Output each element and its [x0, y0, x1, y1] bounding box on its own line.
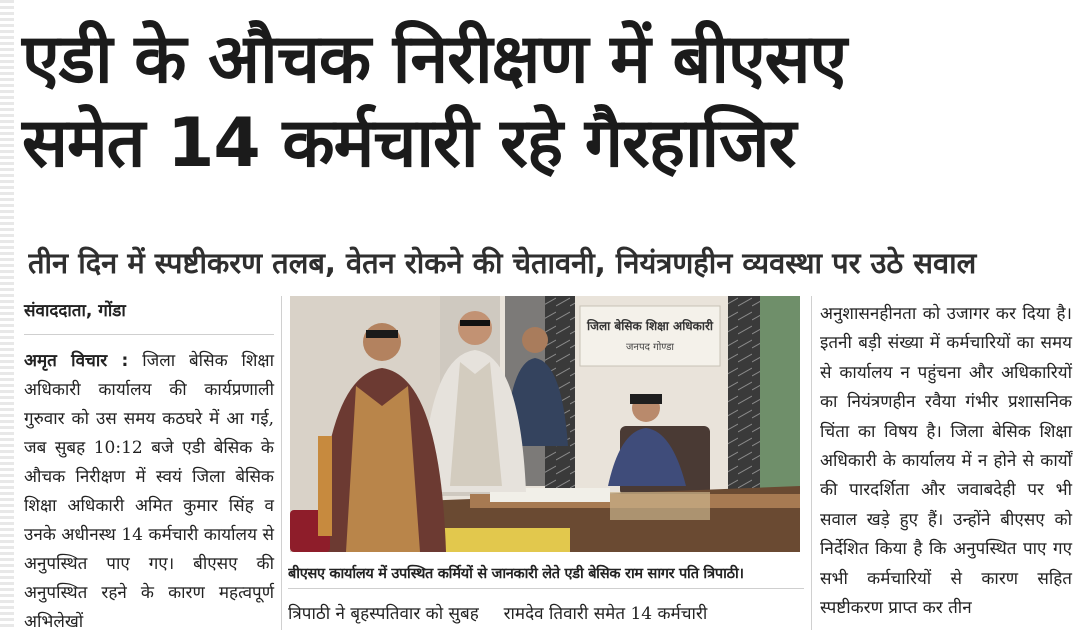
- news-photo: [290, 296, 800, 552]
- office-sign-line-1: जिला बेसिक शिक्षा अधिकारी: [586, 319, 714, 333]
- column-divider-left: [281, 296, 282, 630]
- photo-caption: बीएसए कार्यालय में उपस्थित कर्मियों से जानकारी लेते एडी बेसिक राम सागर पति त्रिपाठी।: [288, 560, 804, 589]
- headline: [22, 18, 1072, 186]
- middle-column-line-a: त्रिपाठी ने बृहस्पतिवार को सुबह: [288, 604, 479, 624]
- subheadline: तीन दिन में स्पष्टीकरण तलब, वेतन रोकने की चेतावनी, नियंत्रणहीन व्यवस्था पर उठे सवाल: [28, 246, 977, 280]
- office-sign-line-2: जनपद गोण्डा: [625, 342, 675, 353]
- dateline-lead: अमृत विचार :: [24, 351, 129, 371]
- headline-line-2: समेत 14 कर्मचारी रहे गैरहाजिर: [22, 104, 796, 183]
- middle-column-text: [288, 600, 806, 628]
- middle-column-line-b: रामदेव तिवारी समेत 14 कर्मचारी: [503, 604, 708, 624]
- left-column-body: जिला बेसिक शिक्षा अधिकारी कार्यालय की कार्यप्रणाली गुरुवार को उस समय कठघरे में आ गई, जब सुबह 10:12 बजे एडी बेसिक के औचक निरीक्षण में स्वयं जिला बेसिक शिक्षा अधिकारी अमित कुमार सिंह व उनके अधीनस्थ 14 कर्मचारी कार्यालय से अनुपस्थित पाए गए। बीएसए की अनुपस्थित रहने के कारण महत्वपूर्ण अभिलेखों: [24, 351, 275, 632]
- byline: संवाददाता, गोंडा: [24, 296, 274, 335]
- left-column: [24, 296, 274, 637]
- headline-line-1: एडी के औचक निरीक्षण में बीएसए: [22, 20, 847, 99]
- column-divider-right: [811, 296, 812, 630]
- left-column-paragraph: [24, 347, 274, 637]
- right-column: [820, 300, 1072, 623]
- right-column-body: अनुशासनहीनता को उजागर कर दिया है। इतनी बड़ी संख्या में कर्मचारियों का समय से कार्यालय न पहुंचना और अधिकारियों का नियंत्रणहीन रवैया गंभीर प्रशासनिक चिंता का विषय है। जिला बेसिक शिक्षा अधिकारी के कार्यालय में न होने से कार्यों की पारदर्शिता और जवाबदेही पर भी सवाल खड़े हुए हैं। उन्होंने बीएसए को निर्देशित किया है कि अनुपस्थित पाए गए सभी कर्मचारियों से कारण सहित स्पष्टीकरण प्राप्त कर तीन: [820, 304, 1072, 619]
- page-edge-margin: [0, 0, 14, 630]
